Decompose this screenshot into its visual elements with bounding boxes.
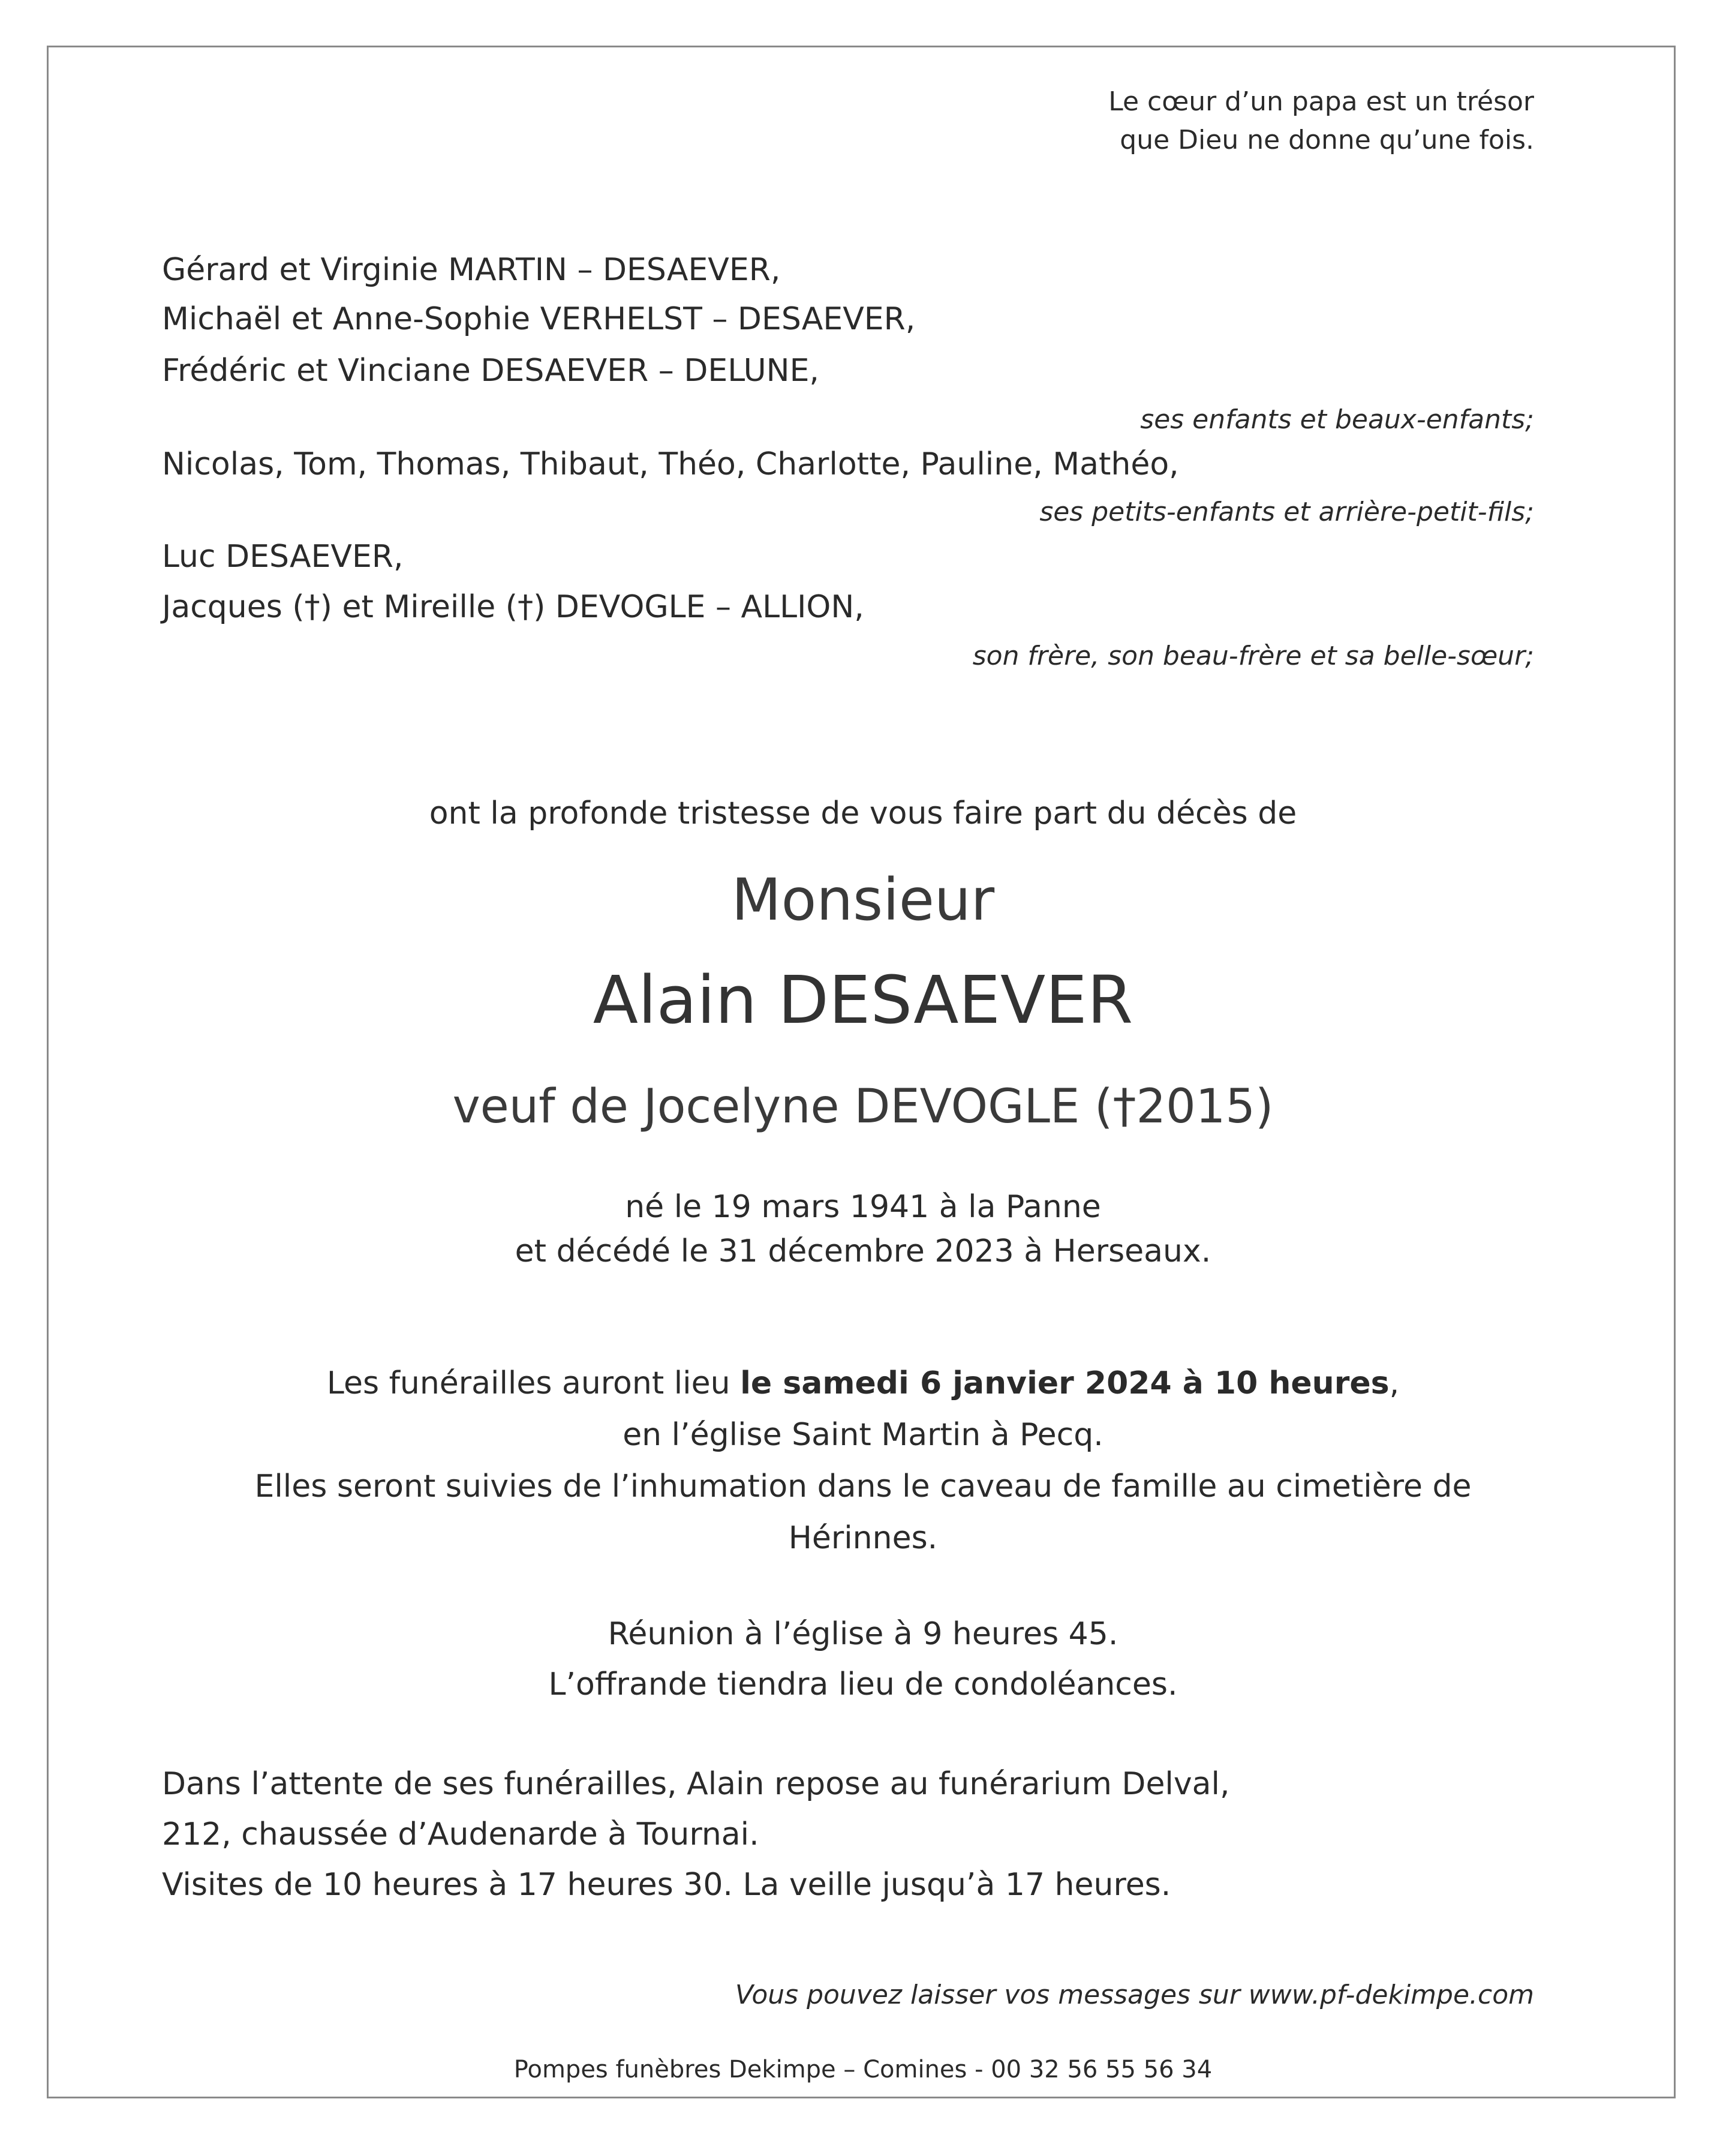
visits-line-1: Dans l’attente de ses funérailles, Alain repose au funérarium Delval,: [162, 1766, 1230, 1802]
family-grandchildren: Nicolas, Tom, Thomas, Thibaut, Théo, Charlotte, Pauline, Mathéo,: [162, 446, 1179, 482]
deceased-widower: veuf de Jocelyne DEVOGLE (†2015): [452, 1080, 1274, 1134]
footer-funeral-home: Pompes funèbres Dekimpe – Comines - 00 32 56 55 56 34: [513, 2056, 1213, 2083]
quote-line-1: Le cœur d’un papa est un trésor: [1108, 86, 1534, 117]
funeral-date-suffix: ,: [1389, 1365, 1400, 1401]
deceased-name: Alain DESAEVER: [593, 962, 1133, 1038]
quote-line-2: que Dieu ne donne qu’une fois.: [1120, 125, 1534, 155]
funeral-intro: Les funérailles auront lieu: [326, 1365, 741, 1401]
funeral-date: le samedi 6 janvier 2024 à 10 heures: [740, 1365, 1390, 1401]
meeting-line-2: L’offrande tiendra lieu de condoléances.: [548, 1666, 1178, 1702]
deceased-born: né le 19 mars 1941 à la Panne: [625, 1189, 1101, 1225]
family-children-3: Frédéric et Vinciane DESAEVER – DELUNE,: [162, 353, 819, 389]
family-grandchildren-role: ses petits-enfants et arrière-petit-fils;: [1039, 497, 1534, 527]
family-children-role: ses enfants et beaux-enfants;: [1140, 404, 1534, 435]
funeral-date-line: [0, 1365, 1726, 1401]
funeral-burial-2: Hérinnes.: [788, 1520, 938, 1556]
family-children-1: Gérard et Virginie MARTIN – DESAEVER,: [162, 252, 781, 288]
funeral-church: en l’église Saint Martin à Pecq.: [623, 1417, 1103, 1453]
visits-line-2: 212, chaussée d’Audenarde à Tournai.: [162, 1816, 759, 1852]
family-siblings-role: son frère, son beau-frère et sa belle-sœur;: [972, 641, 1534, 671]
deceased-title: Monsieur: [731, 866, 995, 933]
messages-link-text: Vous pouvez laisser vos messages sur www.pf-dekimpe.com: [735, 1980, 1534, 2010]
deceased-died: et décédé le 31 décembre 2023 à Herseaux.: [515, 1233, 1211, 1269]
announcement: ont la profonde tristesse de vous faire part du décès de: [429, 795, 1297, 831]
funeral-burial-1: Elles seront suivies de l’inhumation dans le caveau de famille au cimetière de: [254, 1469, 1472, 1505]
family-children-2: Michaël et Anne-Sophie VERHELST – DESAEVER,: [162, 301, 916, 337]
family-sibling-2: Jacques (†) et Mireille (†) DEVOGLE – ALLION,: [162, 589, 864, 625]
visits-line-3: Visites de 10 heures à 17 heures 30. La veille jusqu’à 17 heures.: [162, 1867, 1171, 1903]
family-sibling-1: Luc DESAEVER,: [162, 539, 404, 575]
meeting-line-1: Réunion à l’église à 9 heures 45.: [608, 1616, 1118, 1652]
